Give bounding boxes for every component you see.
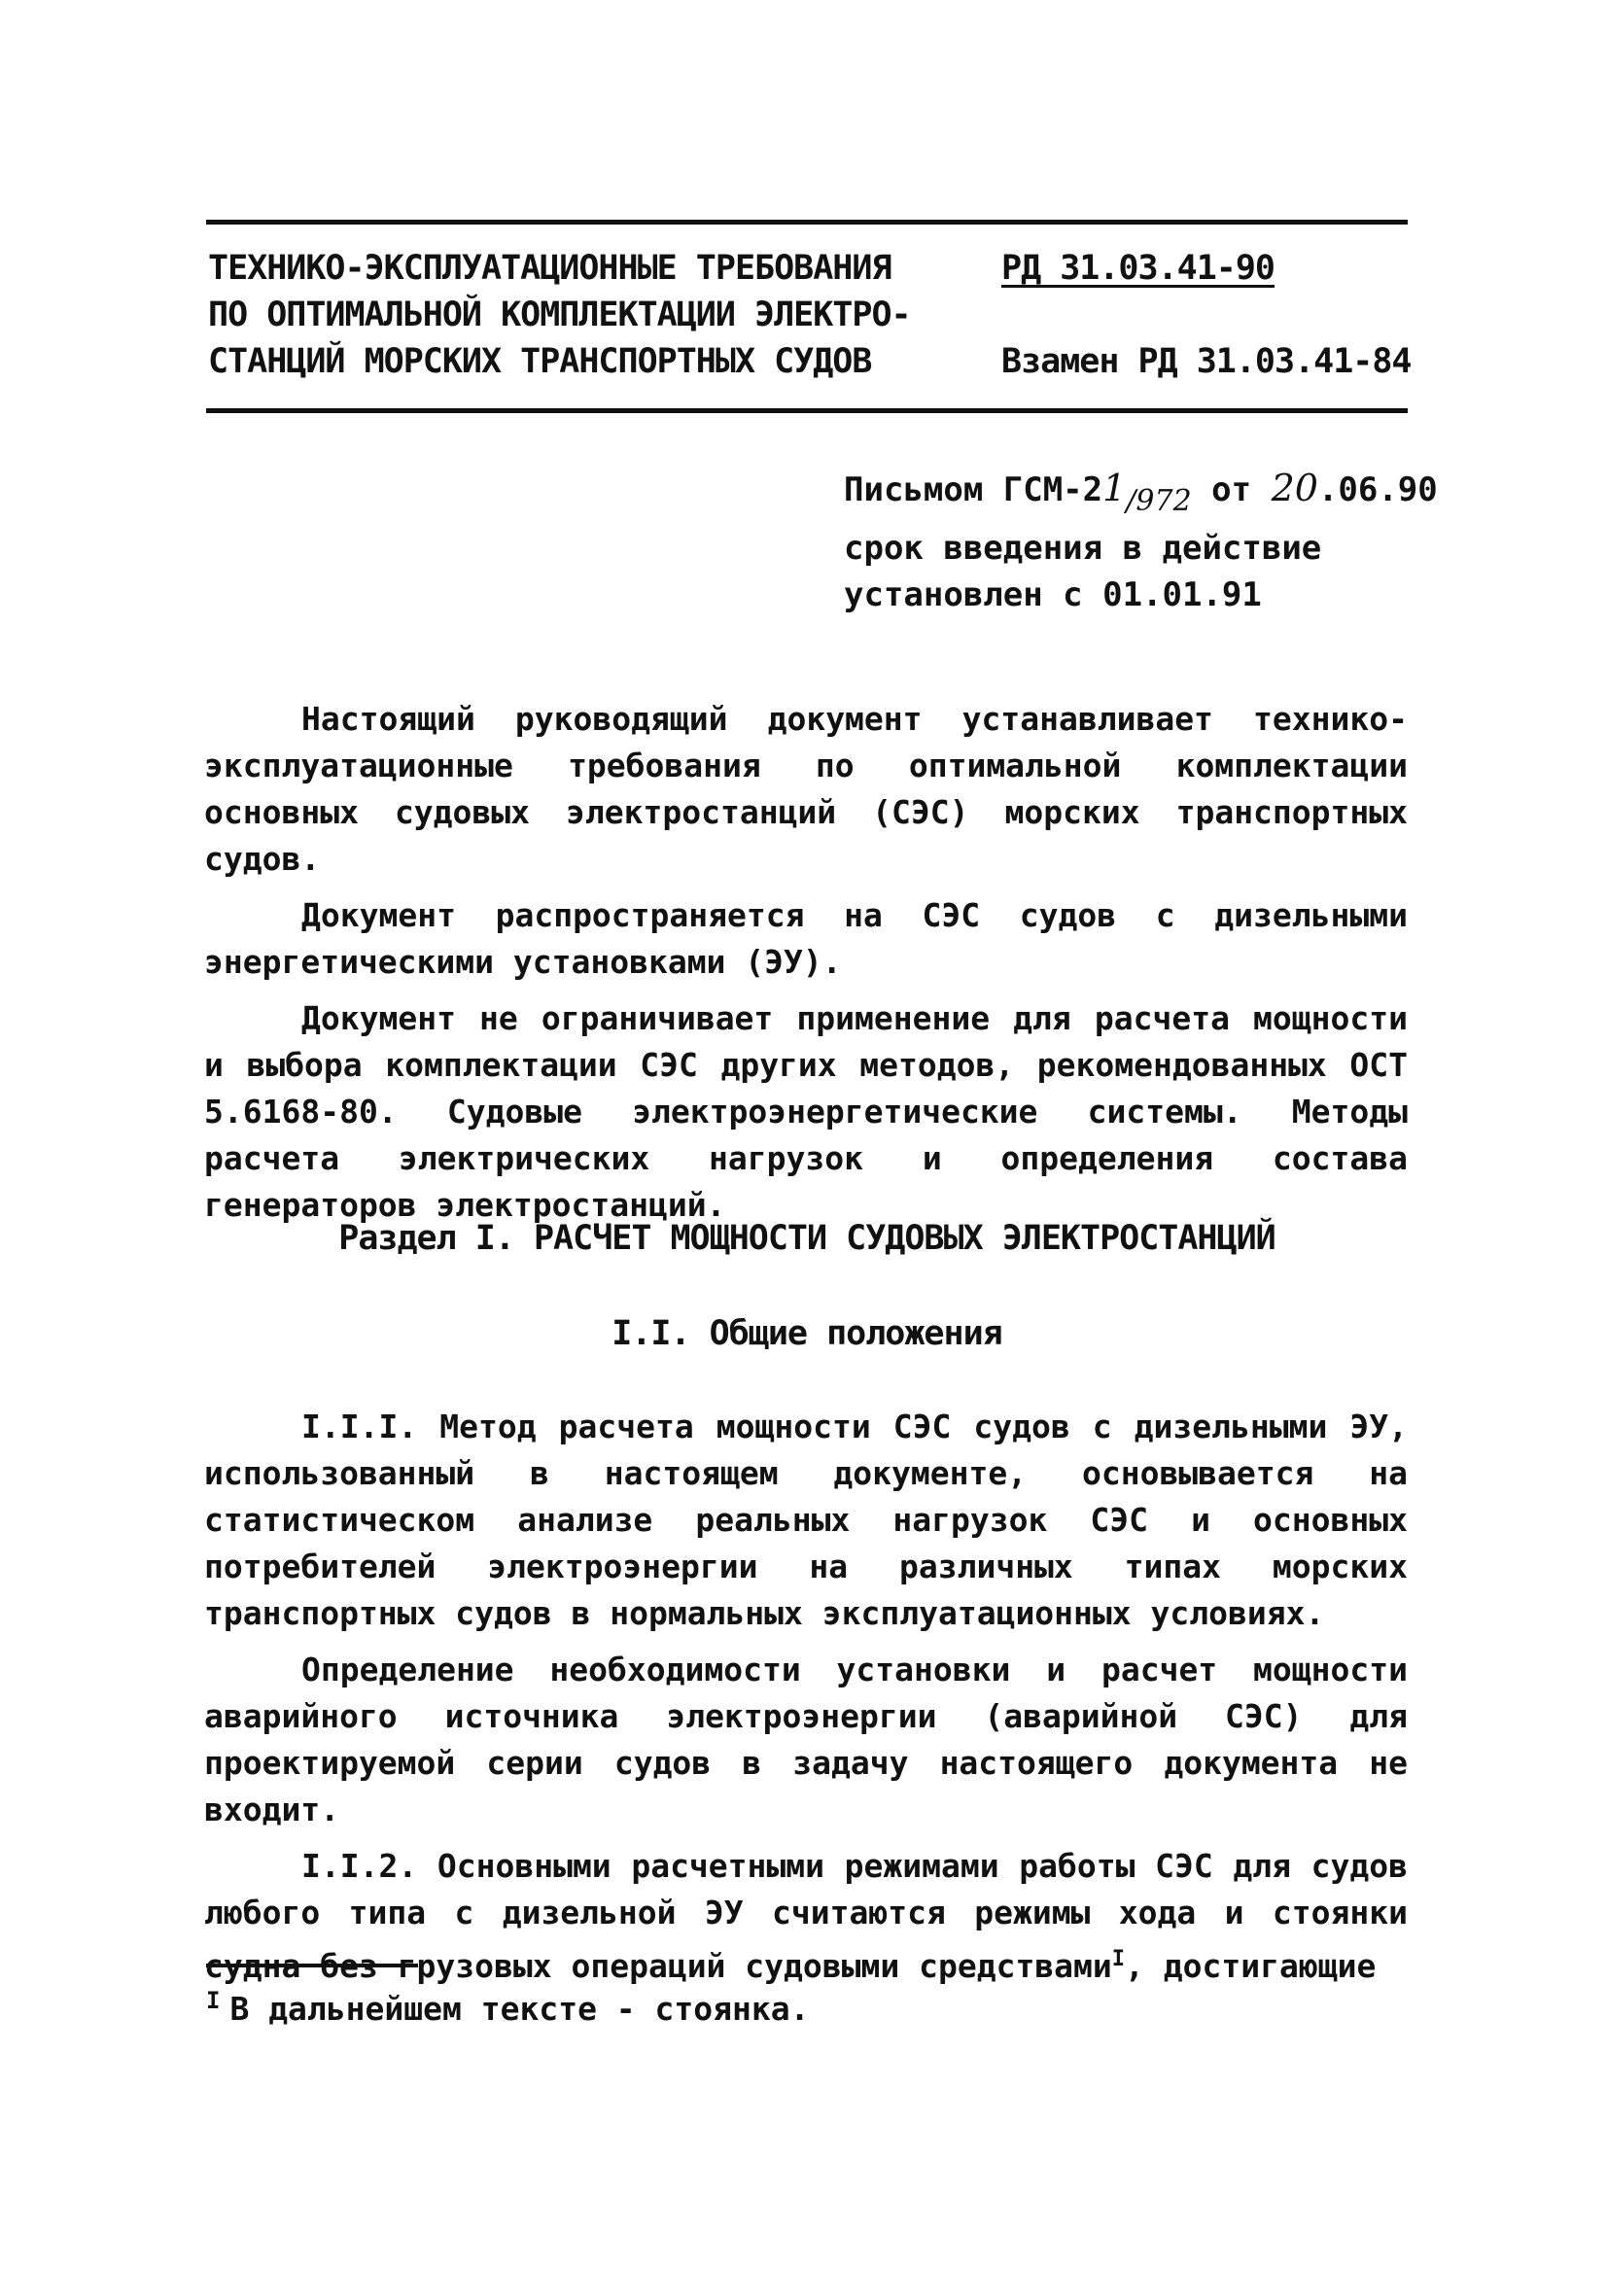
paragraph-1-1-2-tail: , достигающие — [1125, 1947, 1377, 1985]
title-line-3: СТАНЦИЙ МОРСКИХ ТРАНСПОРТНЫХ СУДОВ — [208, 342, 872, 381]
intro-paragraph-1: Настоящий руководящий документ устанавливает технико-эксплуатационные требования по оптимальной комплектации основных судовых электростанций (СЭС) морских транспортных судов. — [204, 700, 1408, 878]
approval-line-2: срок введения в действие — [844, 529, 1322, 568]
footnote-marker: I — [1111, 1947, 1126, 1971]
document-title — [208, 245, 966, 385]
intro-paragraph-2: Документ распространяется на СЭС судов с дизельными энергетическими установками (ЭУ). — [204, 896, 1408, 981]
title-line-1: ТЕХНИКО-ЭКСПЛУАТАЦИОННЫЕ ТРЕБОВАНИЯ — [208, 249, 891, 288]
replaces-document: Взамен РД 31.03.41-84 — [1001, 342, 1412, 381]
subsection-heading: I.I. Общие положения — [611, 1314, 1002, 1353]
footnote — [206, 1987, 809, 2028]
paragraph-1-1-2-text: I.I.2. Основными расчетными режимами работы СЭС для судов любого типа с дизельной ЭУ считаются режимы хода и стоянки судна без грузовых операций судовыми средствами — [204, 1847, 1408, 1985]
header-top-rule — [206, 220, 1408, 225]
paragraph-1-1-2 — [204, 1843, 1408, 1990]
date-rest: .06.90 — [1317, 470, 1438, 509]
paragraph-emergency: Определение необходимости установки и расчет мощности аварийного источника электроэнергии (аварийной СЭС) для проектируемой серии судов в задачу настоящего документа не входит. — [204, 1651, 1408, 1828]
body-text — [204, 1404, 1408, 2000]
intro-text — [204, 696, 1408, 1238]
date-handwritten: 20 — [1271, 467, 1318, 509]
section-heading: Раздел I. РАСЧЕТ МОЩНОСТИ СУДОВЫХ ЭЛЕКТРОСТАНЦИЙ — [338, 1219, 1275, 1258]
footnote-rule — [206, 1964, 418, 1967]
header-bottom-rule — [206, 408, 1408, 413]
footnote-text: В дальнейшем тексте - стоянка. — [229, 1990, 810, 2028]
document-code: РД 31.03.41-90 — [1001, 249, 1275, 288]
title-line-2: ПО ОПТИМАЛЬНОЙ КОМПЛЕКТАЦИИ ЭЛЕКТРО- — [208, 296, 911, 334]
date-prefix: от — [1191, 470, 1272, 509]
letter-number-handwritten: 1 — [1102, 467, 1127, 509]
approval-block — [844, 465, 1438, 618]
paragraph-1-1-1: I.I.I. Метод расчета мощности СЭС судов с дизельными ЭУ, использованный в настоящем документе, основывается на статистическом анализе реальных нагрузок СЭС и основных потребителей электроэнергии на различных типах морских транспортных судов в нормальных эксплуатационных условиях. — [204, 1408, 1408, 1632]
approval-letter-line — [844, 465, 1438, 525]
letter-prefix: Письмом ГСМ-2 — [844, 470, 1103, 509]
approval-line-3: установлен с 01.01.91 — [844, 575, 1262, 614]
footnote-mark: I — [206, 1987, 221, 2014]
intro-paragraph-3: Документ не ограничивает применение для расчета мощности и выбора комплектации СЭС других методов, рекомендованных ОСТ 5.6168-80. Судовые электроэнергетические системы. Методы расчета электрических нагрузок и определения состава генераторов электростанций. — [204, 999, 1408, 1224]
letter-number-sub: /972 — [1126, 484, 1192, 518]
